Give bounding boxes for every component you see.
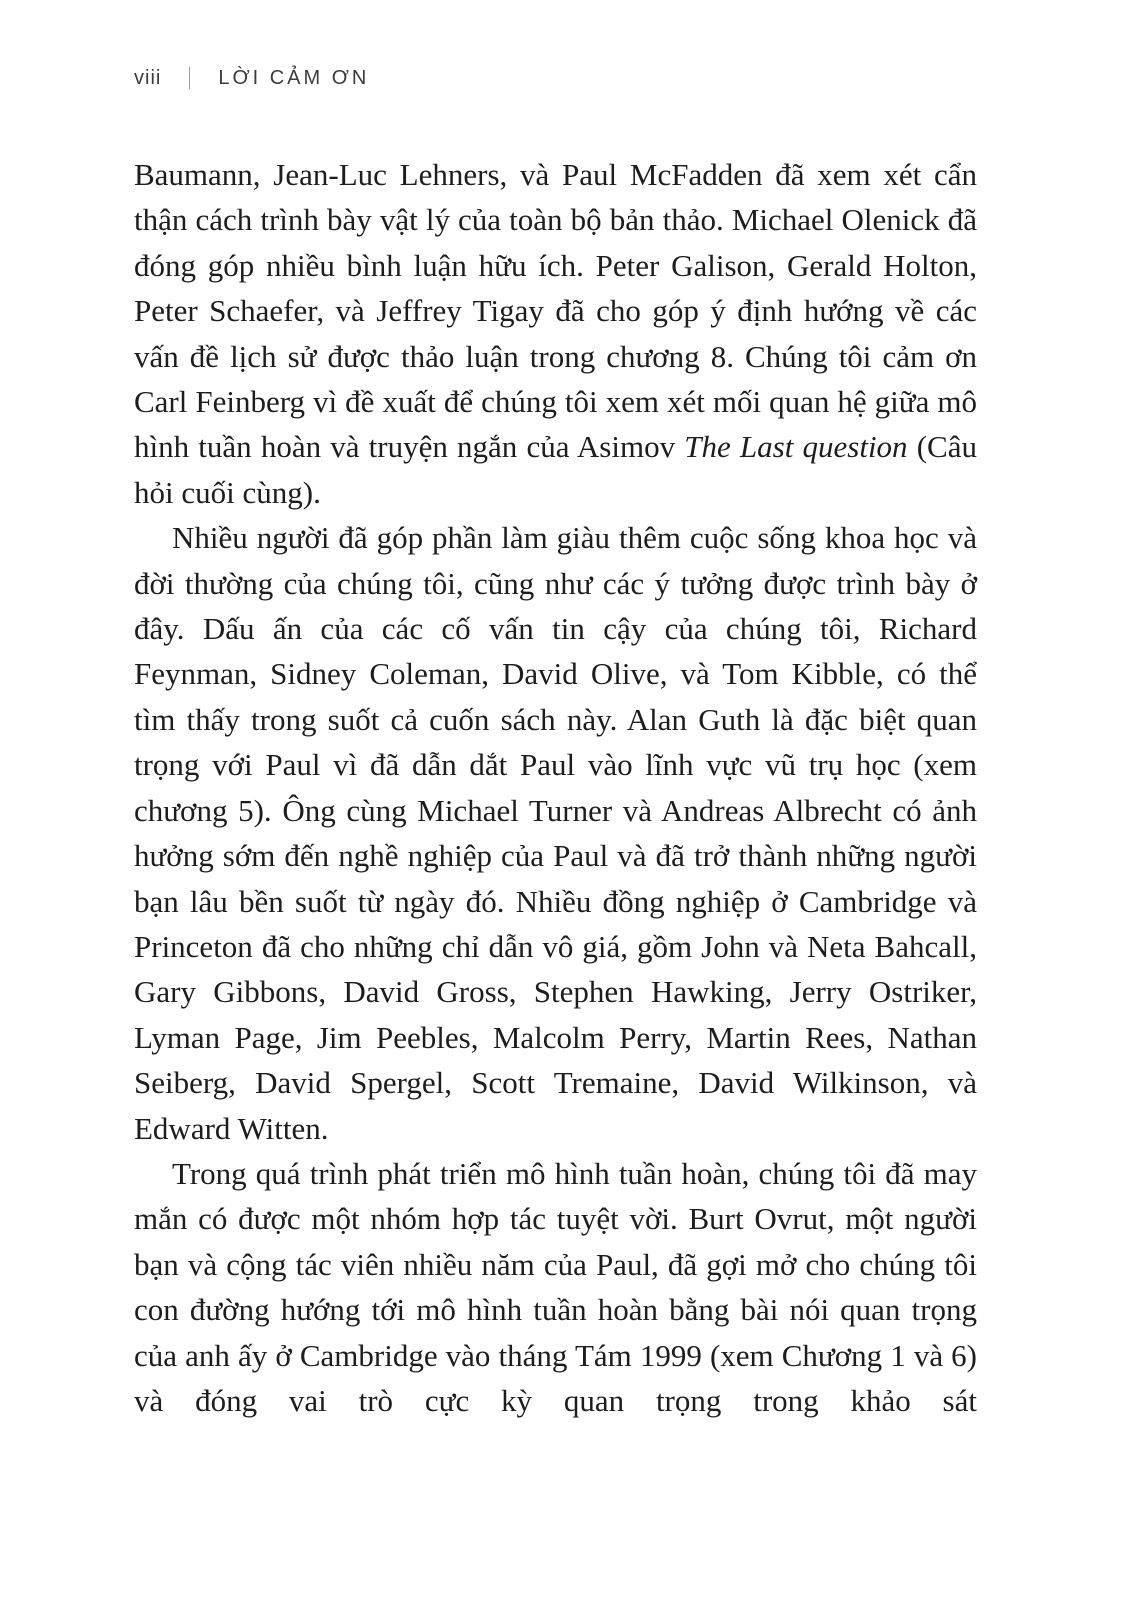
- text-segment: (Câu hỏi cuối cùng).: [134, 429, 977, 510]
- paragraph: [134, 1151, 977, 1423]
- running-header-title: LỜI CẢM ƠN: [218, 67, 370, 89]
- text-segment: Baumann, Jean-Luc Lehners, và Paul McFadden đã xem xét cẩn thận cách trình bày vật lý của toàn bộ bản thảo. Michael Olenick đã đóng góp nhiều bình luận hữu ích. Peter Galison, Gerald Holton, Peter Schaefer, và Jeffrey Tigay đã cho góp ý định hướng về các vấn đề lịch sử được thảo luận trong chương 8. Chúng tôi cảm ơn Carl Feinberg vì đề xuất để chúng tôi xem xét mối quan hệ giữa mô hình tuần hoàn và truyện ngắn của Asimov: [134, 157, 977, 465]
- paragraph: [134, 515, 977, 1151]
- running-header: [134, 64, 369, 92]
- page-body: [134, 152, 977, 1423]
- text-segment: Trong quá trình phát triển mô hình tuần hoàn, chúng tôi đã may mắn có được một nhóm hợp tác tuyệt vời. Burt Ovrut, một người bạn và cộng tác viên nhiều năm của Paul, đã gợi mở cho chúng tôi con đường hướng tới mô hình tuần hoàn bằng bài nói quan trọng của anh ấy ở Cambridge vào tháng Tám 1999 (xem Chương 1 và 6) và đóng vai trò cực kỳ quan trọng trong khảo sát: [134, 1155, 977, 1418]
- text-segment: Nhiều người đã góp phần làm giàu thêm cuộc sống khoa học và đời thường của chúng tôi, cũng như các ý tưởng được trình bày ở đây. Dấu ấn của các cố vấn tin cậy của chúng tôi, Richard Feynman, Sidney Coleman, David Olive, và Tom Kibble, có thể tìm thấy trong suốt cả cuốn sách này. Alan Guth là đặc biệt quan trọng với Paul vì đã dẫn dắt Paul vào lĩnh vực vũ trụ học (xem chương 5). Ông cùng Michael Turner và Andreas Albrecht có ảnh hưởng sớm đến nghề nghiệp của Paul và đã trở thành những người bạn lâu bền suốt từ ngày đó. Nhiều đồng nghiệp ở Cambridge và Princeton đã cho những chỉ dẫn vô giá, gồm John và Neta Bahcall, Gary Gibbons, David Gross, Stephen Hawking, Jerry Ostriker, Lyman Page, Jim Peebles, Malcolm Perry, Martin Rees, Nathan Seiberg, David Spergel, Scott Tremaine, David Wilkinson, và Edward Witten.: [134, 520, 977, 1146]
- header-separator: [189, 67, 190, 89]
- italic-text-segment: The Last question: [684, 429, 908, 465]
- paragraph: [134, 152, 977, 515]
- page-number: viii: [134, 67, 162, 89]
